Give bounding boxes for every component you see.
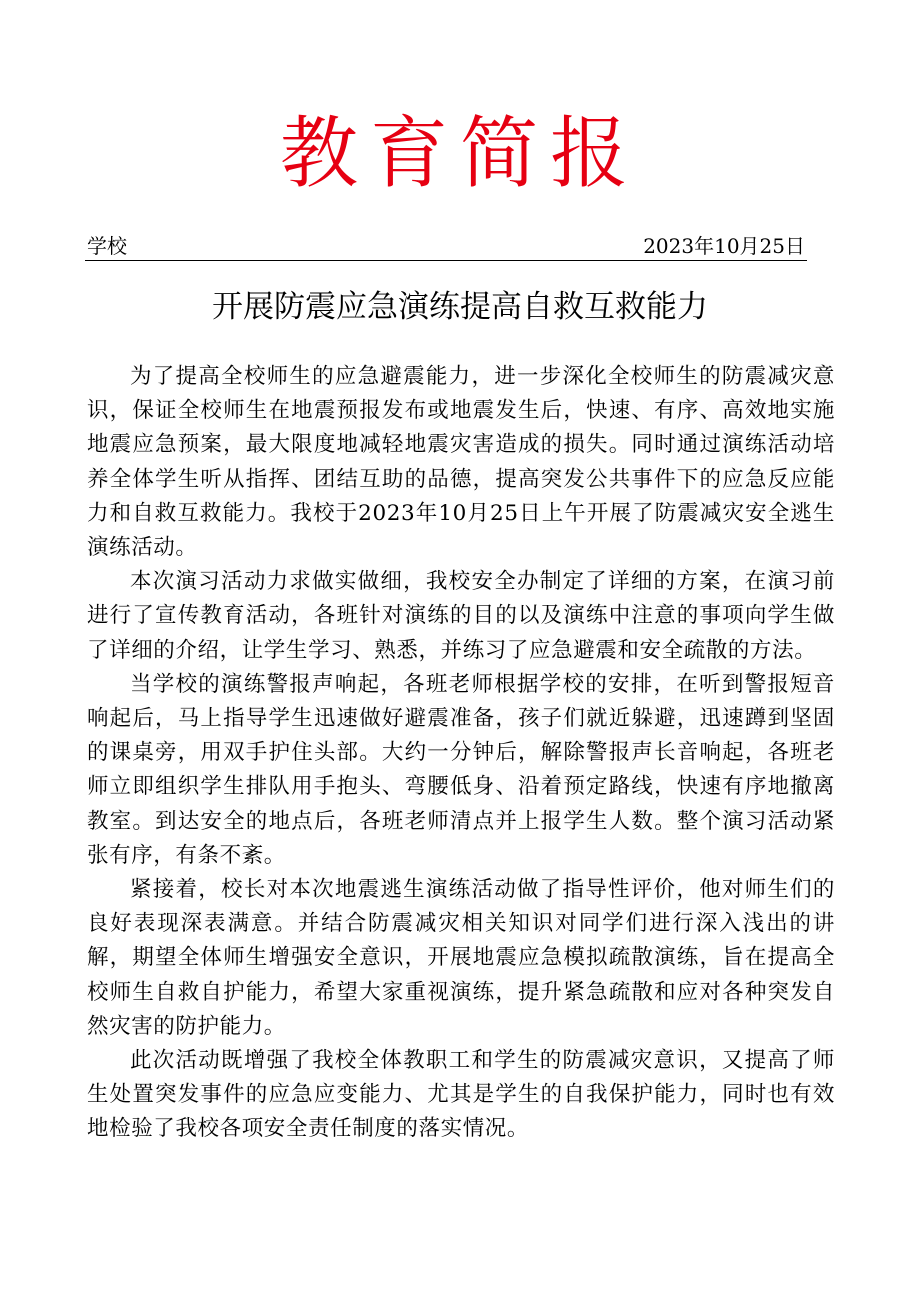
article-paragraph-2: 本次演习活动力求做实做细，我校安全办制定了详细的方案，在演习前进行了宣传教育活动，各班针对演练的目的以及演练中注意的事项向学生做了详细的介绍，让学生学习、熟悉，并练习了应急避震和安全疏散的方法。 bbox=[87, 569, 835, 663]
issue-date: 2023年10月25日 bbox=[643, 234, 805, 258]
article-paragraph-4: 紧接着，校长对本次地震逃生演练活动做了指导性评价，他对师生们的良好表现深表满意。并结合防震减灾相关知识对同学们进行深入浅出的讲解，期望全体师生增强安全意识，开展地震应急模拟疏散演练，旨在提高全校师生自救自护能力，希望大家重视演练，提升紧急疏散和应对各种突发自然灾害的防护能力。 bbox=[87, 877, 835, 1039]
article-paragraph-3: 当学校的演练警报声响起，各班老师根据学校的安排，在听到警报短音响起后，马上指导学生迅速做好避震准备，孩子们就近躲避，迅速蹲到坚固的课桌旁，用双手护住头部。大约一分钟后，解除警报声长音响起，各班老师立即组织学生排队用手抱头、弯腰低身、沿着预定路线，快速有序地撤离教室。到达安全的地点后，各班老师清点并上报学生人数。整个演习活动紧张有序，有条不紊。 bbox=[87, 671, 835, 868]
masthead-title: 教育简报 bbox=[279, 109, 640, 199]
article-paragraph-1: 为了提高全校师生的应急避震能力，进一步深化全校师生的防震减灾意识，保证全校师生在地震预报发布或地震发生后，快速、有序、高效地实施地震应急预案，最大限度地减轻地震灾害造成的损失。同时通过演练活动培养全体学生听从指挥、团结互助的品德，提高突发公共事件下的应急反应能力和自救互救能力。我校于2023年10月25日上午开展了防震减灾安全逃生演练活动。 bbox=[87, 364, 835, 561]
school-label: 学校 bbox=[87, 234, 127, 258]
article-headline: 开展防震应急演练提高自救互救能力 bbox=[212, 289, 708, 325]
issue-info-line bbox=[85, 232, 807, 261]
article-paragraph-5: 此次活动既增强了我校全体教职工和学生的防震减灾意识，又提高了师生处置突发事件的应急应变能力、尤其是学生的自我保护能力，同时也有效地检验了我校各项安全责任制度的落实情况。 bbox=[87, 1048, 835, 1142]
article-body bbox=[87, 360, 835, 1147]
